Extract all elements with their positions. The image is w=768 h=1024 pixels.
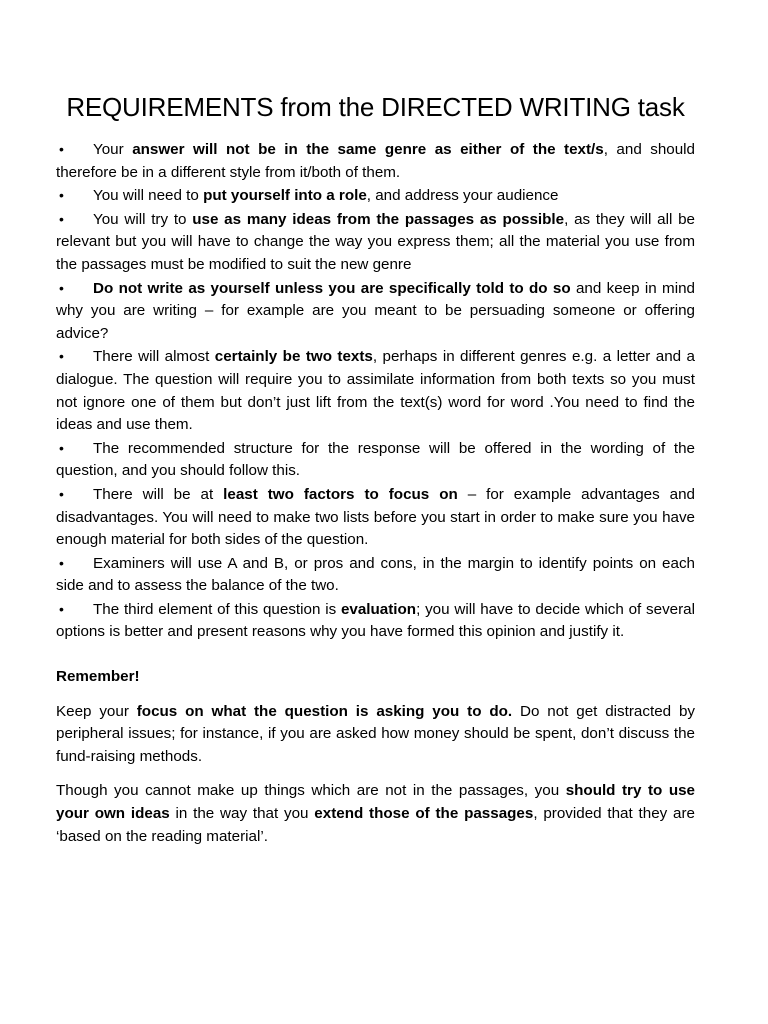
bold-text: should try to use your own ideas: [56, 782, 695, 823]
bullet-icon: [56, 345, 93, 369]
text-run: Examiners will use A and B, or pros and cons, in the margin to identify points on each side and to assess the balance of the two.: [56, 554, 695, 595]
bold-text: focus on what the question is asking you to do.: [136, 702, 513, 720]
requirements-list: [56, 138, 695, 644]
document-page: [56, 86, 695, 860]
requirement-item: [56, 437, 695, 483]
requirement-item: [56, 208, 695, 277]
remember-heading: Remember!: [56, 668, 140, 686]
remember-paragraphs: [56, 701, 695, 849]
bullet-icon: [56, 552, 93, 576]
text-run: Keep your: [56, 702, 137, 720]
text-run: , provided that they are ‘based on the reading material’.: [56, 805, 695, 845]
bullet-icon: [56, 184, 93, 208]
text-run: The third element of this question is: [93, 600, 341, 618]
bullet-icon: [56, 437, 93, 461]
text-run: in the way that you: [169, 805, 315, 823]
text-run: – for example advantages and disadvantages. You will need to make two lists before you start in order to make sure you have enough material for both sides of the question.: [56, 485, 696, 549]
text-run: , and address your audience: [366, 187, 559, 205]
bullet-icon: [56, 483, 93, 507]
paragraph: [56, 701, 695, 769]
text-run: Though you cannot make up things which are not in the passages, you: [56, 782, 566, 800]
requirement-item: [56, 138, 695, 184]
paragraph: [56, 780, 695, 848]
text-run: and keep in mind why you are writing – for example are you meant to be persuading someone or offering advice?: [56, 279, 695, 342]
text-run: Your: [93, 141, 133, 158]
bullet-icon: [56, 138, 93, 162]
bold-text: least two factors to focus on: [223, 485, 458, 503]
text-run: Do not get distracted by peripheral issues; for instance, if you are asked how money should be spent, don’t discuss the fund-raising methods.: [56, 702, 695, 765]
text-run: There will be at: [93, 485, 224, 503]
bullet-icon: [56, 277, 93, 301]
requirement-item: [56, 345, 695, 436]
requirement-item: [56, 483, 695, 552]
bold-text: extend those of the passages: [314, 805, 534, 823]
text-run: You will try to: [93, 210, 193, 228]
bullet-icon: [56, 208, 93, 232]
text-run: , as they will all be relevant but you will have to change the way you express them; all the material you use from the passages must be modified to suit the new genre: [56, 210, 695, 273]
requirement-item: [56, 184, 695, 208]
requirement-item: [56, 598, 695, 644]
text-run: The recommended structure for the response will be offered in the wording of the question, and you should follow this.: [56, 439, 695, 480]
text-run: There will almost: [93, 348, 215, 366]
text-run: , perhaps in different genres e.g. a letter and a dialogue. The question will require you to assimilate information from both texts so you must not ignore one of them but don’t just lift from the text(s) word for word .You need to find the ideas and use them.: [56, 348, 695, 434]
page-title: REQUIREMENTS from the DIRECTED WRITING task: [66, 92, 685, 122]
bullet-icon: [56, 598, 93, 622]
bold-text: certainly be two texts: [214, 348, 373, 366]
bold-text: Do not write as yourself unless you are specifically told to do so: [93, 279, 571, 297]
requirement-item: [56, 277, 695, 346]
text-run: You will need to: [93, 187, 204, 205]
bold-text: put yourself into a role: [203, 187, 367, 205]
bold-text: use as many ideas from the passages as possible: [192, 210, 565, 228]
bold-text: evaluation: [340, 600, 417, 618]
text-run: ; you will have to decide which of several options is better and present reasons why you have formed this opinion and justify it.: [56, 600, 695, 641]
bold-text: answer will not be in the same genre as either of the text/s: [132, 141, 604, 158]
requirement-item: [56, 552, 695, 598]
text-run: , and should therefore be in a different style from it/both of them.: [56, 141, 696, 181]
